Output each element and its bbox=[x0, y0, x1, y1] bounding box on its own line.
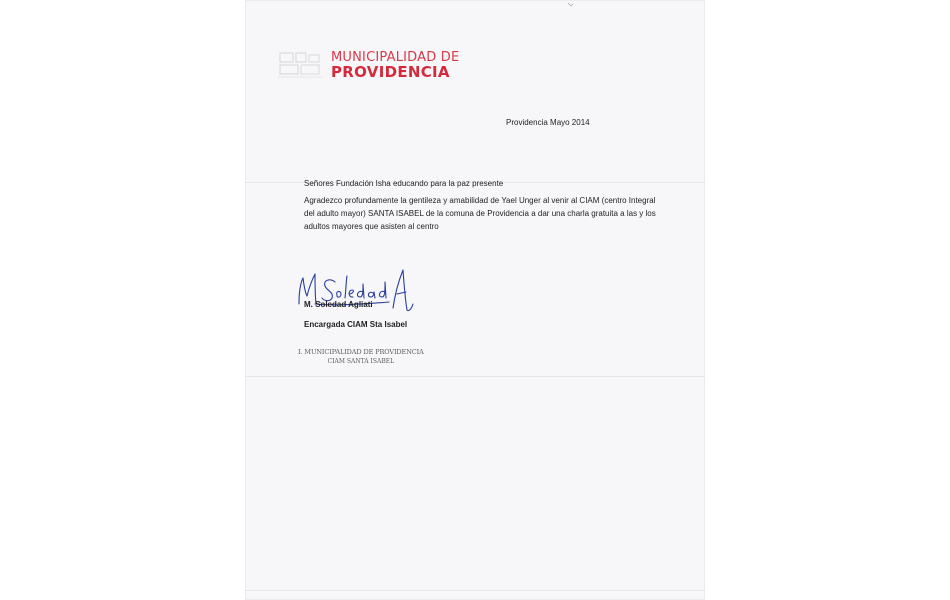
signatory-title: Encargada CIAM Sta Isabel bbox=[304, 320, 408, 329]
handwritten-signature bbox=[285, 264, 415, 320]
letter-body-line: adultos mayores que asisten al centro bbox=[304, 222, 439, 231]
municipal-logo bbox=[278, 47, 458, 83]
letter-body-line: Agradezco profundamente la gentileza y amabilidad de Yael Unger al venir al CIAM (centro Integral bbox=[304, 196, 656, 205]
logo-line-municipalidad: MUNICIPALIDAD DE bbox=[331, 50, 460, 65]
scan-artifact-line bbox=[245, 590, 705, 591]
institutional-stamp bbox=[298, 348, 424, 365]
municipal-emblem-icon bbox=[278, 52, 322, 78]
letter-date: Providencia Mayo 2014 bbox=[506, 118, 590, 127]
signatory-name: M. Soledad Agliati bbox=[304, 300, 373, 309]
scan-artifact-line bbox=[245, 376, 705, 377]
letter-salutation: Señores Fundación Isha educando para la paz presente bbox=[304, 179, 504, 188]
stamp-line-center: CIAM SANTA ISABEL bbox=[327, 358, 395, 365]
letter-body-line: del adulto mayor) SANTA ISABEL de la comuna de Providencia a dar una charla gratuita a las y los bbox=[304, 209, 656, 218]
letter-sheet bbox=[245, 0, 705, 600]
scan-speck bbox=[567, 2, 575, 8]
logo-line-providencia: PROVIDENCIA bbox=[331, 63, 450, 81]
stamp-line-municipality: I. MUNICIPALIDAD DE PROVIDENCIA bbox=[298, 348, 424, 356]
